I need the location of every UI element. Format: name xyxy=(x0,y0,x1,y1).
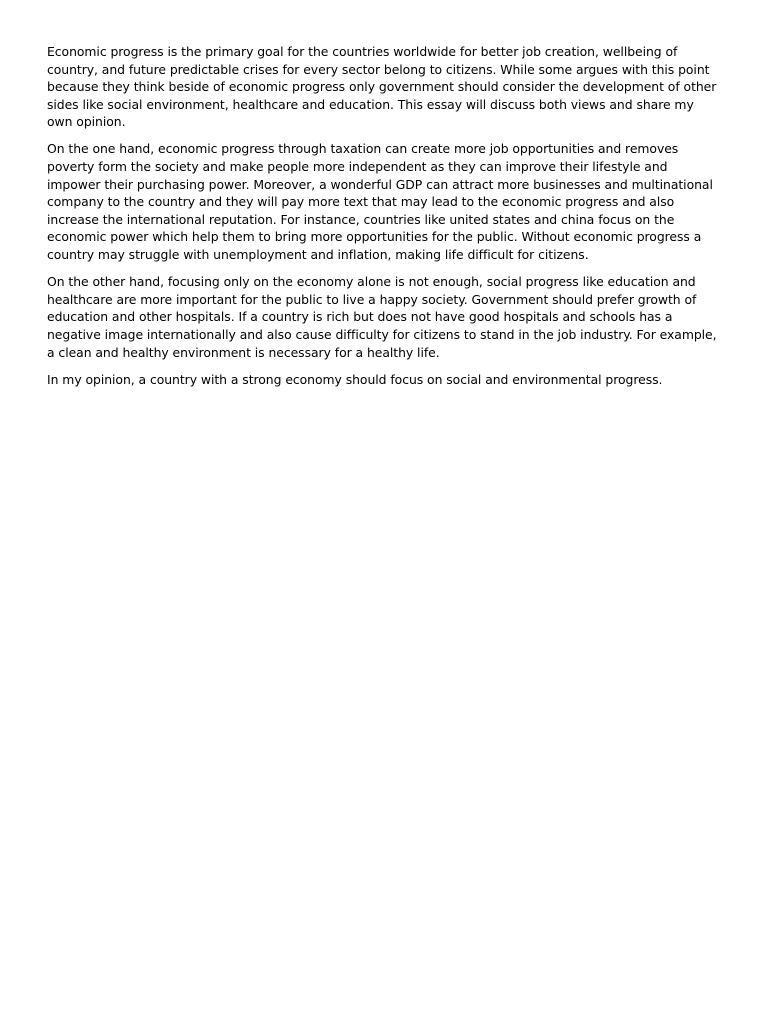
paragraph-economic-view: On the one hand, economic progress through taxation can create more job opportunities and removes poverty form the society and make people more independent as they can improve their lifestyle and impower their purchasing power. Moreover, a wonderful GDP can attract more businesses and multinational company to the country and they will pay more text that may lead to the economic progress and also increase the international reputation. For instance, countries like united states and china focus on the economic power which help them to bring more opportunities for the public. Without economic progress a country may struggle with unemployment and inflation, making life difficult for citizens. xyxy=(47,141,713,263)
paragraph-opinion: In my opinion, a country with a strong economy should focus on social and environmental progress. xyxy=(47,371,663,387)
paragraph-introduction: Economic progress is the primary goal for the countries worldwide for better job creation, wellbeing of country, and future predictable crises for every sector belong to citizens. While some argues with this point because they think beside of economic progress only government should consider the development of other sides like social environment, healthcare and education. This essay will discuss both views and share my own opinion. xyxy=(47,44,717,130)
document-body xyxy=(47,43,723,398)
paragraph-social-view: On the other hand, focusing only on the economy alone is not enough, social progress like education and healthcare are more important for the public to live a happy society. Government should prefer growth of education and other hospitals. If a country is rich but does not have good hospitals and schools has a negative image internationally and also cause difficulty for citizens to stand in the job industry. For example, a clean and healthy environment is necessary for a healthy life. xyxy=(47,274,717,360)
